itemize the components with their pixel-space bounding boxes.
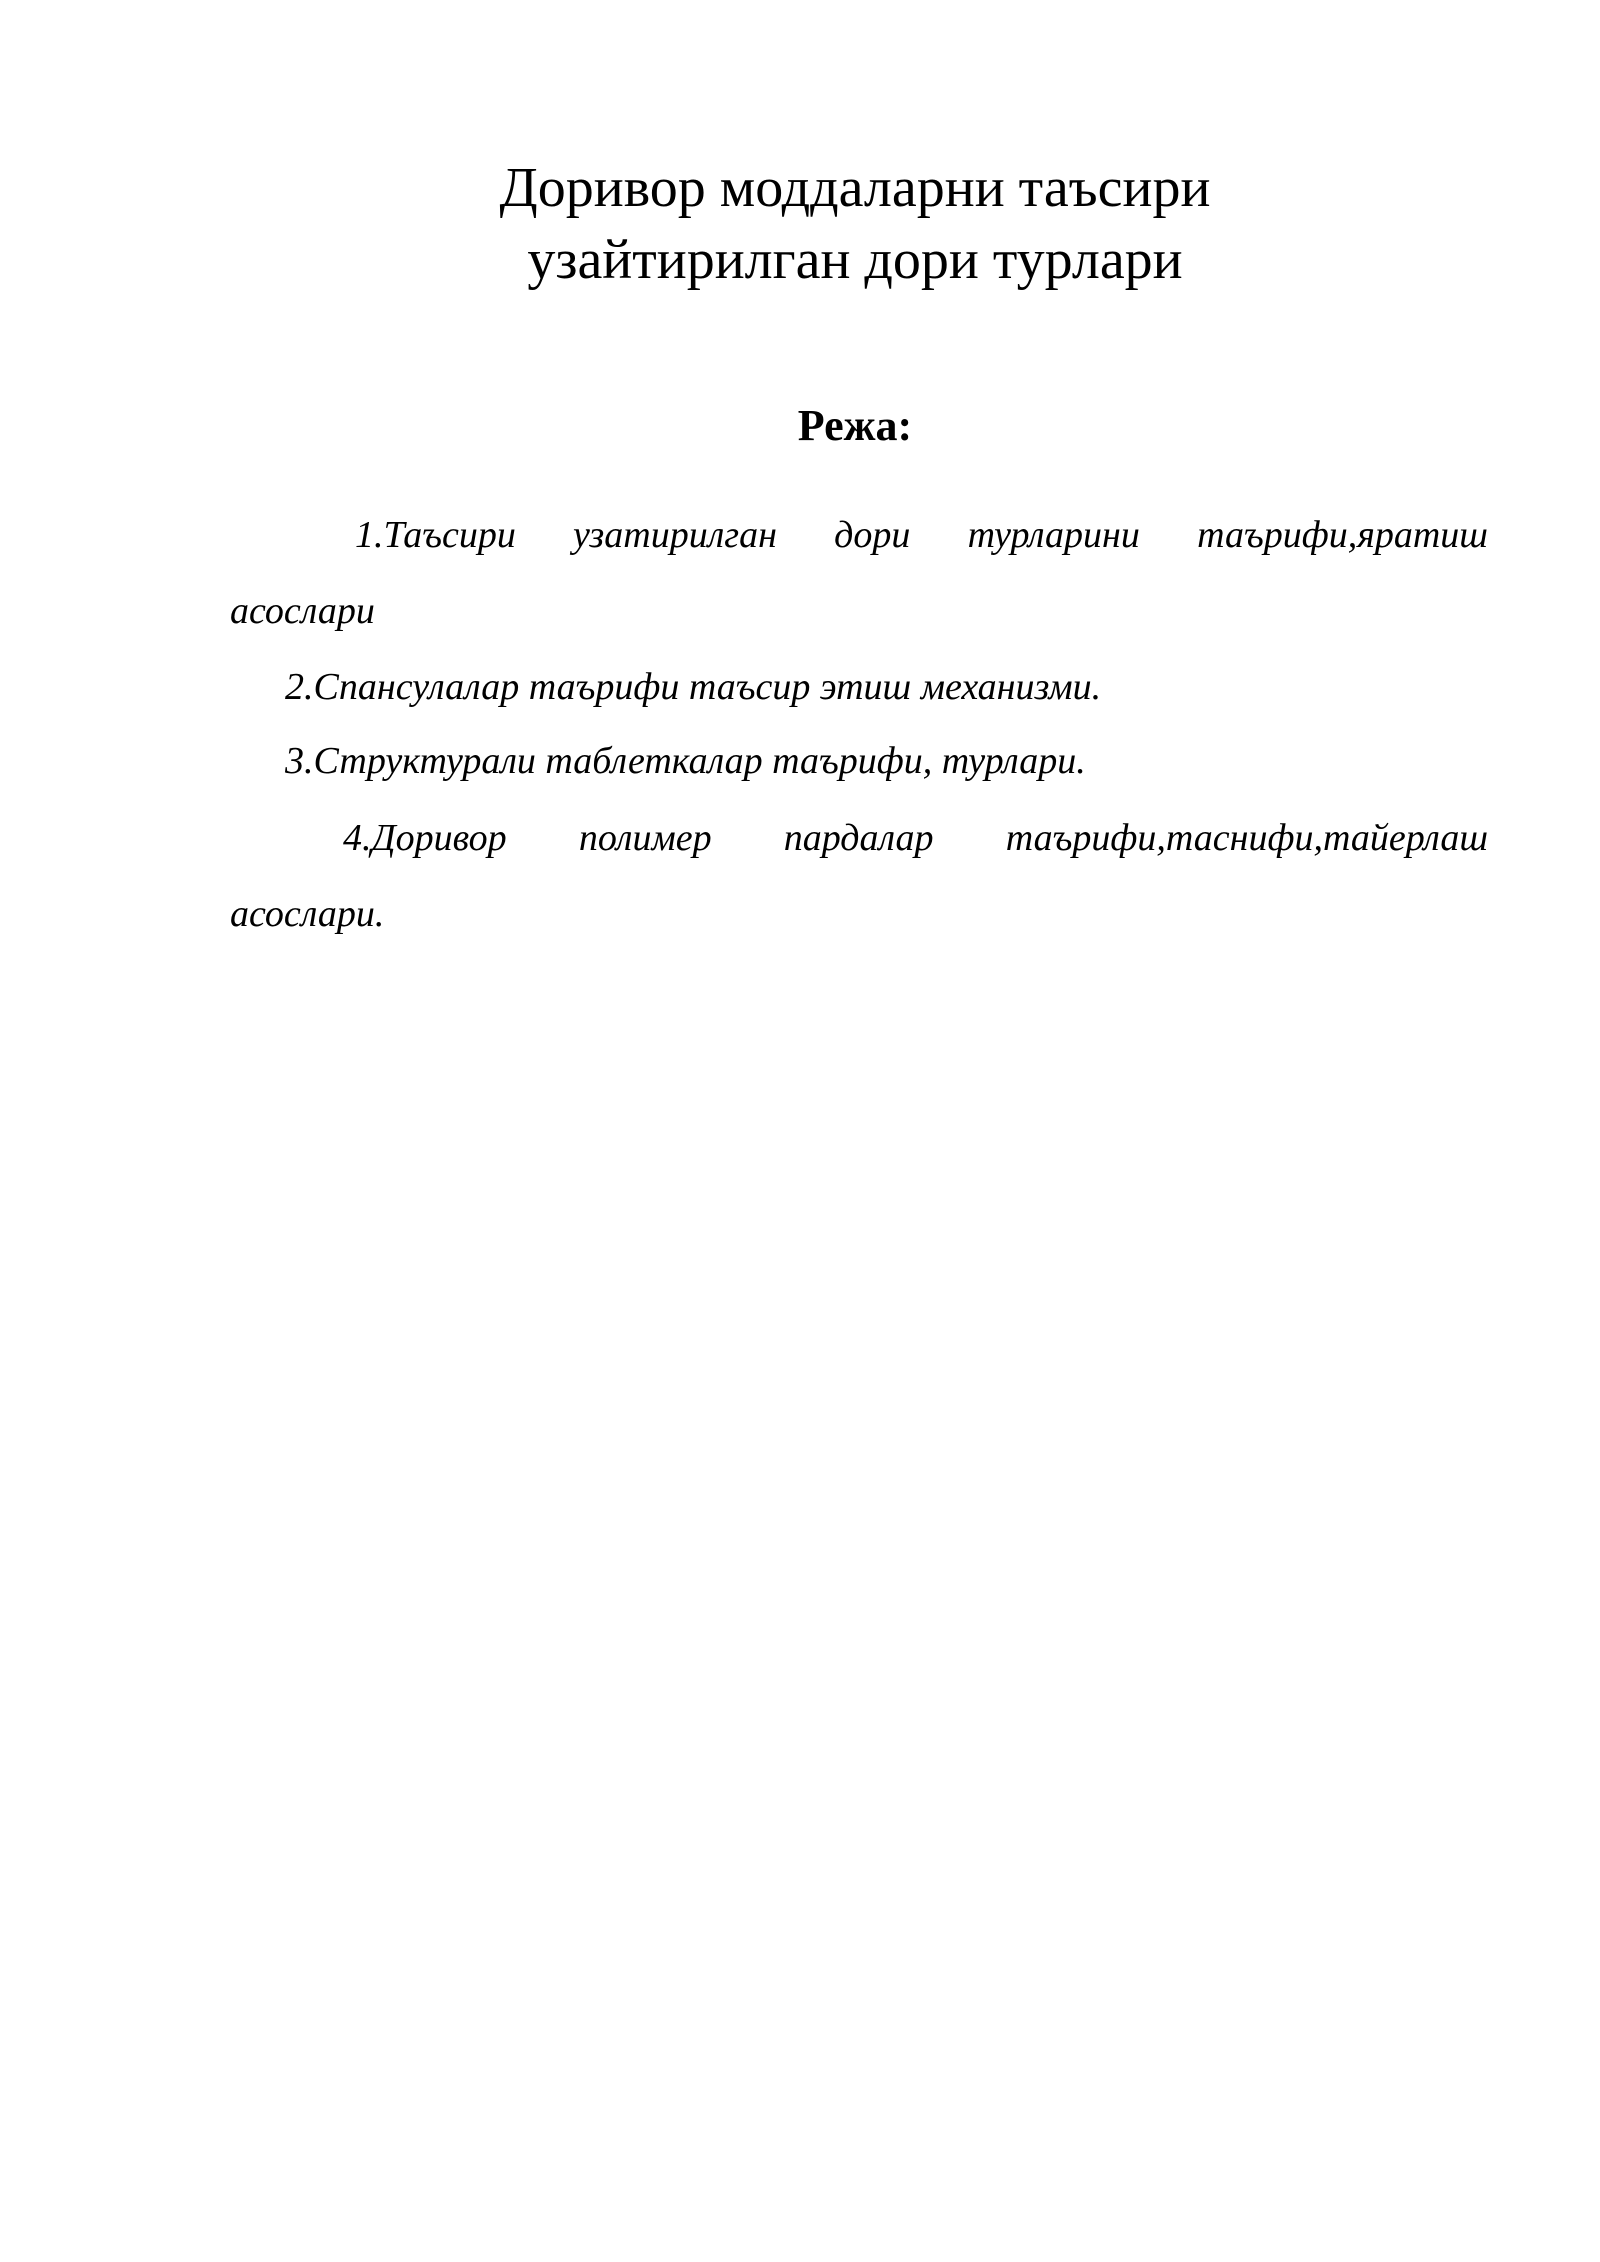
plan-item-2: 2.Спансулалар таърифи таъсир этиш механизми. — [285, 666, 1102, 708]
plan-item-4: 4.Доривор полимер пардалар таърифи,таснифи,тайерлаш — [343, 817, 1488, 859]
document-title-line-1: Доривор моддаларни таъсири — [499, 157, 1211, 219]
plan-heading: Режа: — [797, 401, 913, 450]
plan-item-4-continuation: асослари. — [230, 893, 385, 935]
plan-item-3: 3.Структурали таблеткалар таърифи, турлари. — [285, 740, 1086, 782]
plan-item-1-continuation: асослари — [230, 590, 375, 632]
plan-item-1: 1.Таъсири узатирилган дори турларини таърифи,яратиш — [355, 514, 1488, 556]
document-title-line-2: узайтирилган дори турлари — [527, 229, 1183, 291]
